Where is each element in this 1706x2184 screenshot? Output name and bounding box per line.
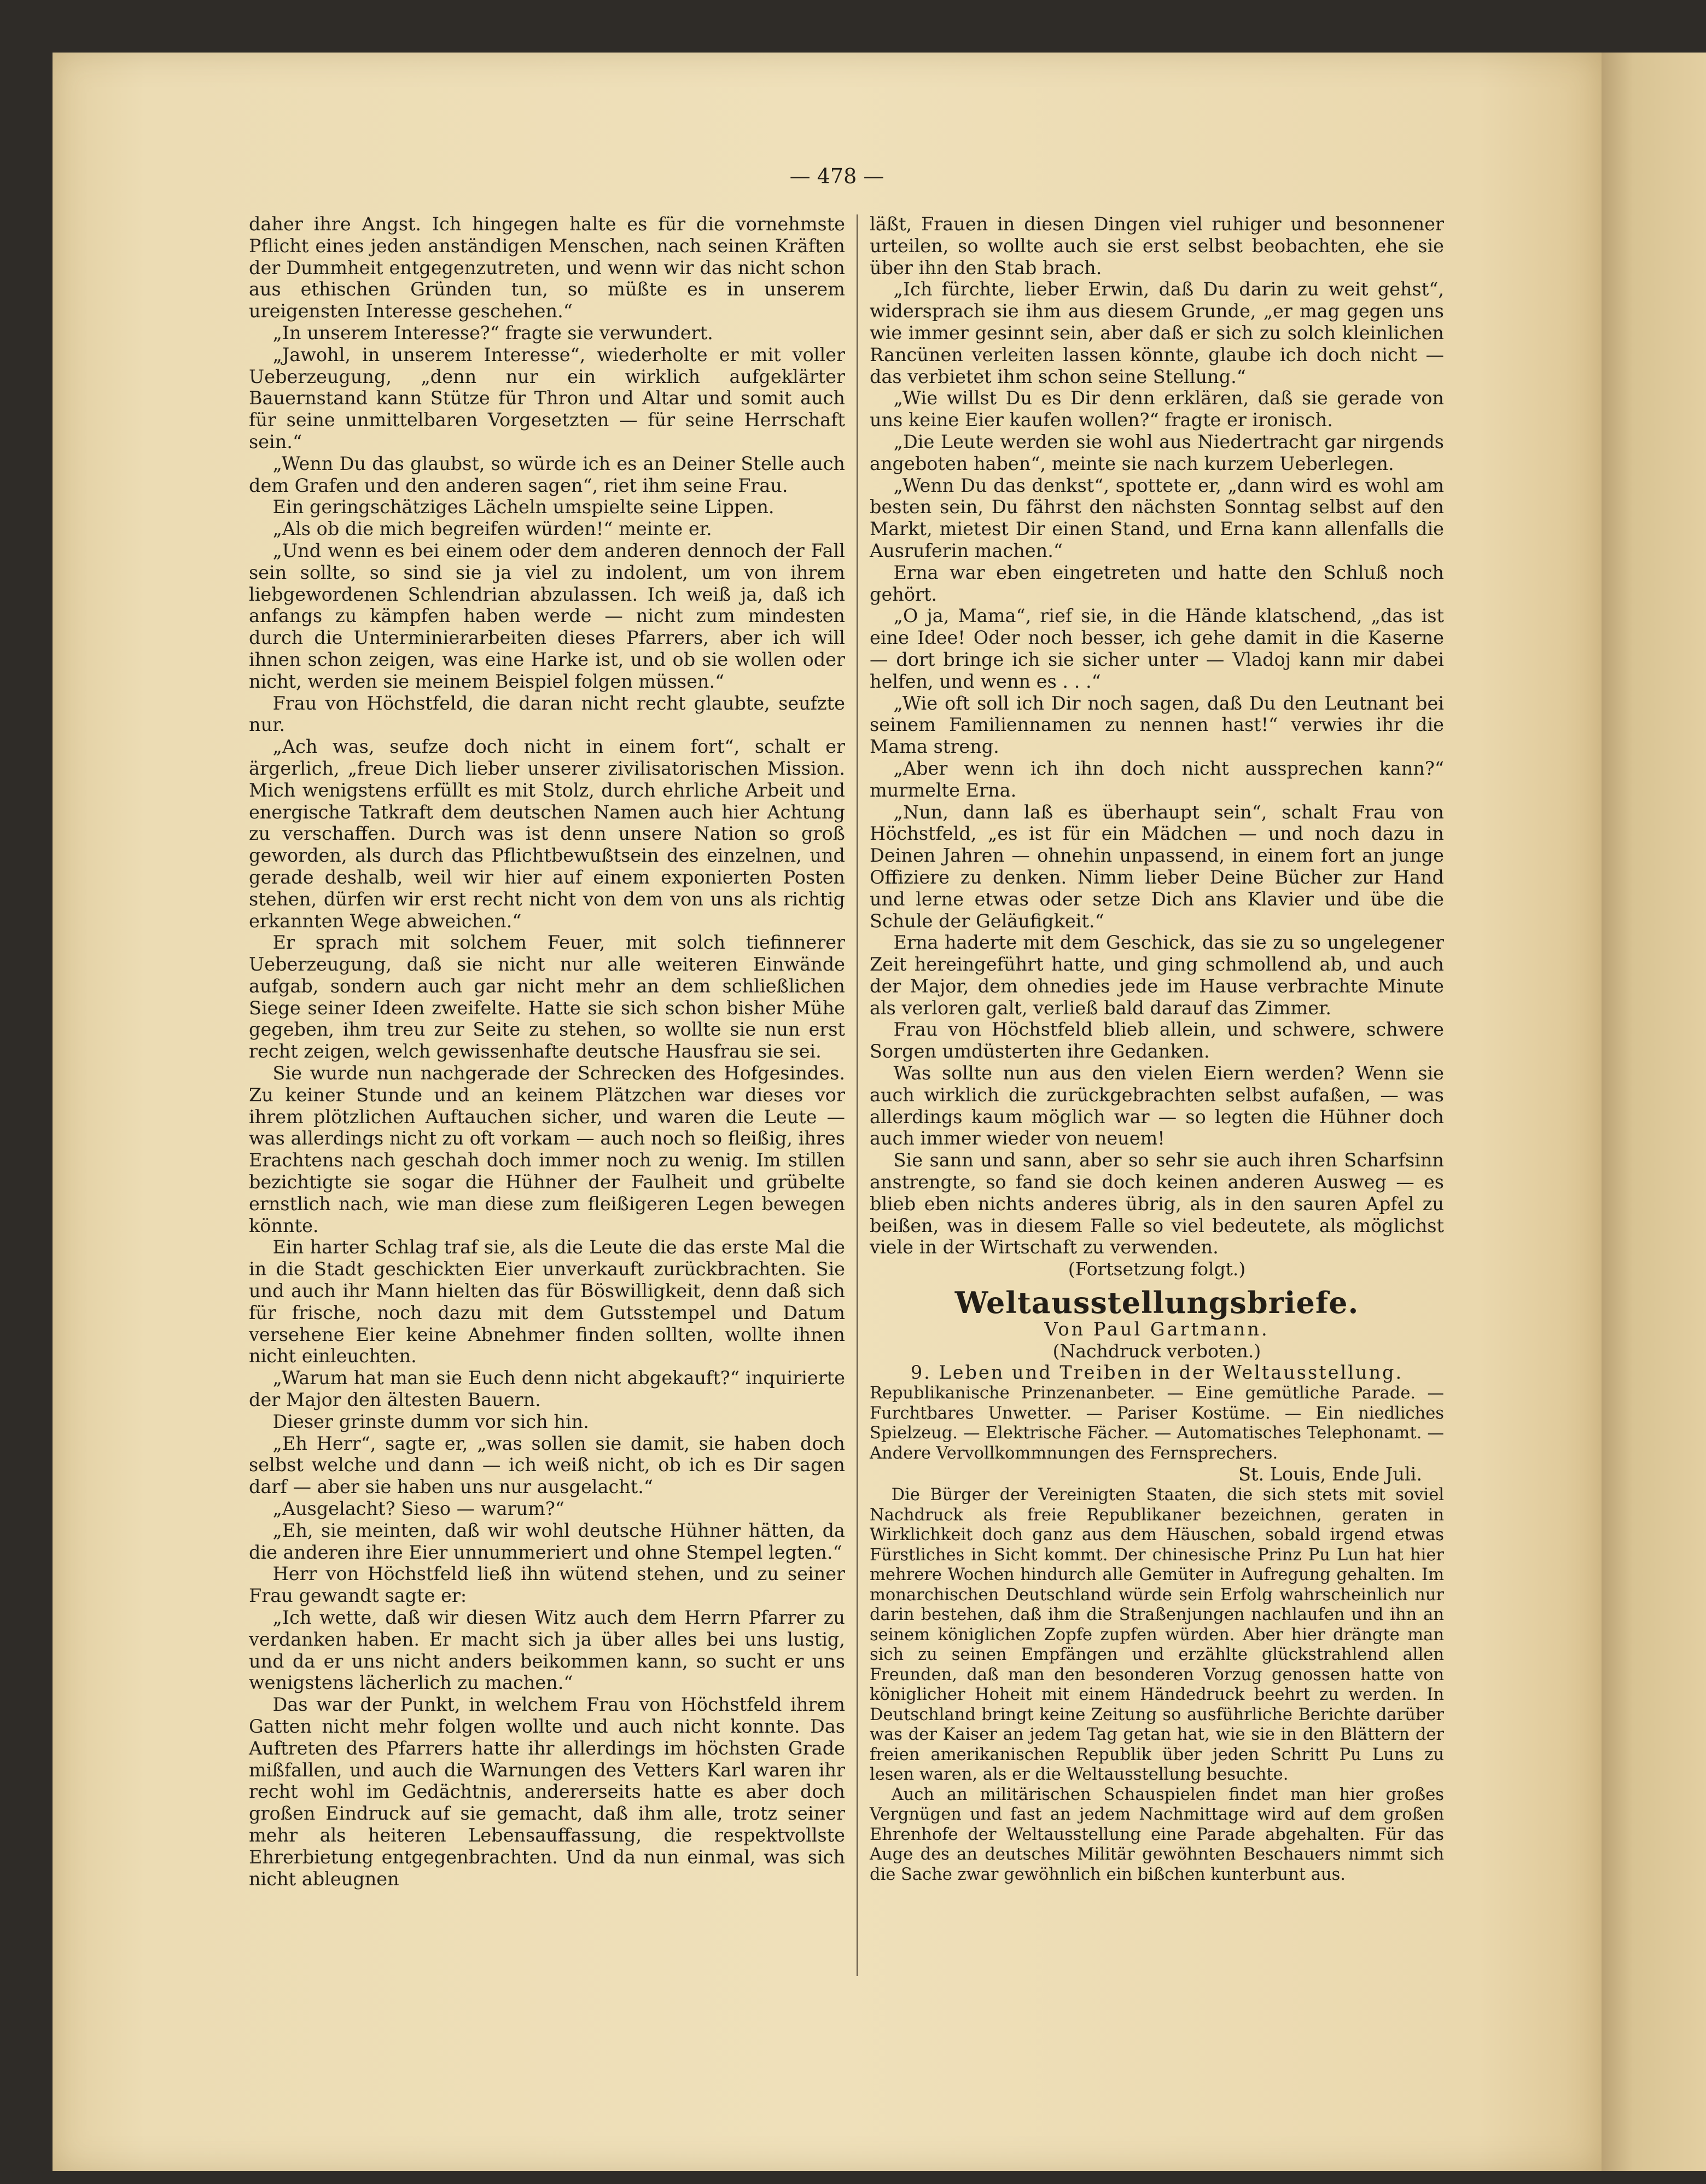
continued-note: (Fortsetzung folgt.) xyxy=(1068,1258,1246,1280)
paragraph: Sie wurde nun nachgerade der Schrecken des Hofgesindes. Zu keiner Stunde und an keinem Plätzchen war dieses vor ihrem plötzlichen Auftauchen sicher, und waren die Leute — was allerdings nicht zu oft vorkam — auch noch so fleißig, ihres Erachtens nach geschah doch immer noch zu wenig. Im stillen bezichtigte sie sogar die Hühner der Faulheit und grübelte ernstlich nach, wie man diese zum fleißigeren Legen bewegen könnte. xyxy=(249,1062,845,1236)
section-summary: Republikanische Prinzenanbeter. — Eine gemütliche Parade. — Furchtbares Unwetter. — Pariser Kostüme. — Ein niedliches Spielzeug. — Elektrische Fächer. — Automatisches Telephonamt. — Andere Vervollkommnungen des Fernsprechers. xyxy=(870,1384,1444,1463)
dateline: St. Louis, Ende Juli. xyxy=(1238,1463,1422,1485)
paragraph: Auch an militärischen Schauspielen findet man hier großes Vergnügen und fast an jedem Nachmittage wird auf dem großen Ehrenhofe der Weltausstellung eine Parade abgehalten. Für das Auge des an deutsches Militär gewöhnten Beschauers nimmt sich die Sache zwar gewöhnlich ein bißchen kunterbunt aus. xyxy=(870,1785,1444,1884)
right-column xyxy=(870,213,1444,1885)
paragraph: „In unserem Interesse?“ fragte sie verwundert. xyxy=(272,322,713,344)
paragraph: Erna haderte mit dem Geschick, das sie zu so ungelegener Zeit hereingeführt hatte, und ging schmollend ab, und auch der Major, dem ohnedies jede im Hause verbrachte Minute als verloren galt, verließ bald darauf das Zimmer. xyxy=(870,932,1444,1019)
paragraph: „Ich wette, daß wir diesen Witz auch dem Herrn Pfarrer zu verdanken haben. Er macht sich ja über alles bei uns lustig, und da er uns nicht anders beikommen kann, so sucht er uns wenigstens lächerlich zu machen.“ xyxy=(249,1607,845,1694)
paragraph: Was sollte nun aus den vielen Eiern werden? Wenn sie auch wirklich die zurückgebrachten selbst aufaßen, — was allerdings kaum möglich war — so legten die Hühner doch auch immer wieder von neuem! xyxy=(870,1062,1444,1149)
column-divider xyxy=(857,214,858,1976)
paragraph: „Nun, dann laß es überhaupt sein“, schalt Frau von Höchstfeld, „es ist für ein Mädchen — und noch dazu in Deinen Jahren — ohnehin unpassend, in einem fort an junge Offiziere zu denken. Nimm lieber Deine Bücher zur Hand und lerne etwas oder setze Dich ans Klavier und übe die Schule der Geläufigkeit.“ xyxy=(870,801,1444,932)
page-number: — 478 — xyxy=(789,164,884,188)
left-column xyxy=(249,213,845,1890)
paragraph: Die Bürger der Vereinigten Staaten, die sich stets mit soviel Nachdruck als freie Republikaner bezeichnen, geraten in Wirklichkeit doch ganz aus dem Häuschen, sobald irgend etwas Fürstliches in Sicht kommt. Der chinesische Prinz Pu Lun hat hier mehrere Wochen hindurch alle Gemüter in Aufregung gehalten. Im monarchischen Deutschland würde sein Erfolg wahrscheinlich nur darin bestehen, daß ihm die Straßenjungen nachlaufen und ihn an seinem königlichen Zopfe zupfen würden. Aber hier drängte man sich zu seinen Empfängen und erzählte glückstrahlend allen Freunden, daß man den besonderen Vorzug genossen hatte von königlicher Hoheit mit einem Händedruck beehrt zu werden. In Deutschland bringt keine Zeitung so ausführliche Berichte darüber was der Kaiser an jedem Tag getan hat, wie sie in den Blättern der freien amerikanischen Republik über jeden Schritt Pu Luns zu lesen waren, als er die Weltausstellung besuchte. xyxy=(870,1485,1444,1785)
paragraph: „Warum hat man sie Euch denn nicht abgekauft?“ inquirierte der Major den ältesten Bauern. xyxy=(249,1367,845,1411)
paragraph: „Und wenn es bei einem oder dem anderen dennoch der Fall sein sollte, so sind sie ja viel zu indolent, um von ihrem liebgewordenen Schlendrian abzulassen. Ich weiß ja, daß ich anfangs zu kämpfen haben werde — nicht zum mindesten durch die Unterminierarbeiten dieses Pfarrers, aber ich will ihnen schon zeigen, was eine Harke ist, und ob sie wollen oder nicht, werden sie meinem Beispiel folgen müssen.“ xyxy=(249,539,845,692)
paragraph: Dieser grinste dumm vor sich hin. xyxy=(272,1410,589,1432)
paragraph: „O ja, Mama“, rief sie, in die Hände klatschend, „das ist eine Idee! Oder noch besser, ich gehe damit in die Kaserne — dort bringe ich sie sicher unter — Vladoj kann mir dabei helfen, und wenn es . . .“ xyxy=(870,605,1444,692)
paragraph: Frau von Höchstfeld blieb allein, und schwere, schwere Sorgen umdüsterten ihre Gedanken. xyxy=(870,1019,1444,1062)
article-author: Von Paul Gartmann. xyxy=(1044,1318,1270,1340)
paragraph: „Als ob die mich begreifen würden!“ meinte er. xyxy=(272,518,712,540)
paragraph: Das war der Punkt, in welchem Frau von Höchstfeld ihrem Gatten nicht mehr folgen wollte und auch nicht konnte. Das Auftreten des Pfarrers hatte ihr allerdings im höchsten Grade mißfallen, und auch die Warnungen des Vetters Karl waren ihr recht wohl im Gedächtnis, andererseits hatte es aber doch großen Eindruck auf sie gemacht, daß ihm alle, trotz seiner mehr als heiteren Lebensauffassung, die respektvollste Ehrerbietung entgegenbrachten. Und da nun einmal, was sich nicht ableugnen xyxy=(249,1694,845,1890)
article-title: Weltausstellungsbriefe. xyxy=(954,1285,1359,1321)
section-title: 9. Leben und Treiben in der Weltausstellung. xyxy=(910,1362,1404,1384)
paragraph: „Eh Herr“, sagte er, „was sollen sie damit, sie haben doch selbst welche und dann — ich weiß nicht, ob ich es Dir sagen darf — aber sie haben uns nur ausgelacht.“ xyxy=(249,1432,845,1498)
paragraph: Ein geringschätziges Lächeln umspielte seine Lippen. xyxy=(272,496,775,518)
paragraph: „Eh, sie meinten, daß wir wohl deutsche Hühner hätten, da die anderen ihre Eier unnummeriert und ohne Stempel legten.“ xyxy=(249,1519,845,1563)
paragraph: Erna war eben eingetreten und hatte den Schluß noch gehört. xyxy=(870,561,1444,605)
paragraph: „Wenn Du das denkst“, spottete er, „dann wird es wohl am besten sein, Du fährst den nächsten Sonntag selbst auf den Markt, mietest Dir einen Stand, und Erna kann allenfalls die Ausruferin machen.“ xyxy=(870,474,1444,561)
paragraph: „Ach was, seufze doch nicht in einem fort“, schalt er ärgerlich, „freue Dich lieber unserer zivilisatorischen Mission. Mich wenigstens erfüllt es mit Stolz, durch ehrliche Arbeit und energische Tatkraft dem deutschen Namen auch hier Achtung zu verschaffen. Durch was ist denn unsere Nation so groß geworden, als durch das Pflichtbewußtsein des einzelnen, und gerade deshalb, weil wir hier auf einem exponierten Posten stehen, dürfen wir erst recht nicht von dem von uns als richtig erkannten Wege abweichen.“ xyxy=(249,736,845,932)
adjacent-page-edge xyxy=(1602,53,1706,2171)
paragraph: läßt, Frauen in diesen Dingen viel ruhiger und besonnener urteilen, so wollte auch sie erst selbst beobachten, ehe sie über ihn den Stab brach. xyxy=(870,213,1444,278)
reprint-note: (Nachdruck verboten.) xyxy=(1052,1340,1261,1362)
paragraph: Herr von Höchstfeld ließ ihn wütend stehen, und zu seiner Frau gewandt sagte er: xyxy=(249,1563,845,1607)
paragraph: „Wie oft soll ich Dir noch sagen, daß Du den Leutnant bei seinem Familiennamen zu nennen hast!“ verwies ihr die Mama streng. xyxy=(870,692,1444,758)
paragraph: Er sprach mit solchem Feuer, mit solch tiefinnerer Ueberzeugung, daß sie nicht nur alle weiteren Einwände aufgab, sondern auch gar nicht mehr an dem schließlichen Siege seiner Ideen zweifelte. Hatte sie sich schon bisher Mühe gegeben, ihm treu zur Seite zu stehen, so wollte sie nun erst recht zeigen, welch gewissenhafte deutsche Hausfrau sie sei. xyxy=(249,932,845,1062)
paragraph: Frau von Höchstfeld, die daran nicht recht glaubte, seufzte nur. xyxy=(249,692,845,736)
paragraph: „Ich fürchte, lieber Erwin, daß Du darin zu weit gehst“, widersprach sie ihm aus diesem Grunde, „er mag gegen uns wie immer gesinnt sein, aber daß er sich zu solch kleinlichen Rancünen verleiten lassen könnte, glaube ich doch nicht — das verbietet ihm schon seine Stellung.“ xyxy=(870,278,1444,387)
paragraph: Sie sann und sann, aber so sehr sie auch ihren Scharfsinn anstrengte, so fand sie doch keinen anderen Ausweg — es blieb eben nichts anderes übrig, als in den sauren Apfel zu beißen, was in diesem Falle so viel bedeutete, als möglichst viele in der Wirtschaft zu verwenden. xyxy=(870,1149,1444,1258)
paragraph: Ein harter Schlag traf sie, als die Leute die das erste Mal die in die Stadt geschickten Eier unverkauft zurückbrachten. Sie und auch ihr Mann hielten das für Böswilligkeit, denn daß sich für frische, noch dazu mit dem Gutsstempel und Datum versehene Eier keine Abnehmer finden sollten, wollte ihnen nicht einleuchten. xyxy=(249,1236,845,1367)
paragraph: daher ihre Angst. Ich hingegen halte es für die vornehmste Pflicht eines jeden anständigen Menschen, nach seinen Kräften der Dummheit entgegenzutreten, und wenn wir das nicht schon aus ethischen Gründen tun, so müßte es in unserem ureigensten Interesse geschehen.“ xyxy=(249,213,845,322)
paragraph: „Die Leute werden sie wohl aus Niedertracht gar nirgends angeboten haben“, meinte sie nach kurzem Ueberlegen. xyxy=(870,431,1444,474)
paragraph: „Jawohl, in unserem Interesse“, wiederholte er mit voller Ueberzeugung, „denn nur ein wirklich aufgeklärter Bauernstand kann Stütze für Thron und Altar und somit auch für seine unmittelbaren Vorgesetzten — für seine Herrschaft sein.“ xyxy=(249,344,845,452)
paragraph: „Wenn Du das glaubst, so würde ich es an Deiner Stelle auch dem Grafen und den anderen sagen“, riet ihm seine Frau. xyxy=(249,452,845,496)
paragraph: „Ausgelacht? Sieso — warum?“ xyxy=(272,1498,564,1520)
paragraph: „Aber wenn ich ihn doch nicht aussprechen kann?“ murmelte Erna. xyxy=(870,757,1444,801)
paragraph: „Wie willst Du es Dir denn erklären, daß sie gerade von uns keine Eier kaufen wollen?“ fragte er ironisch. xyxy=(870,387,1444,431)
